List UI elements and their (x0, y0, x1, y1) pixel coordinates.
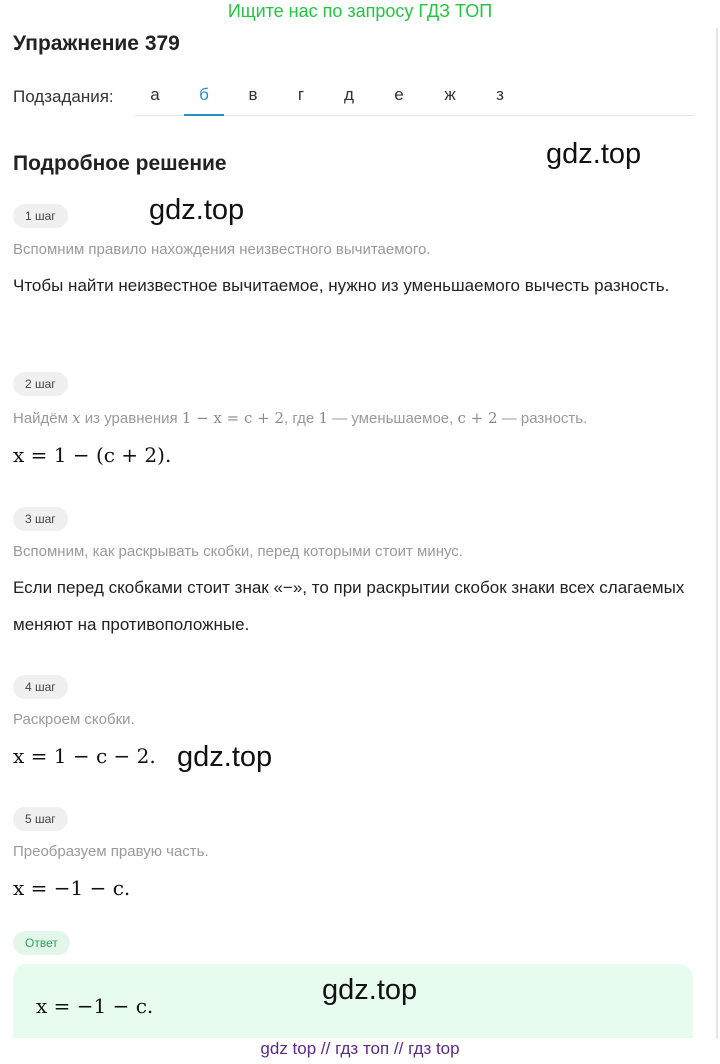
section-title: Подробное решение (13, 152, 227, 175)
tab-z[interactable]: з (496, 85, 504, 104)
page-title: Упражнение 379 (13, 32, 180, 55)
answer-badge: Ответ (13, 931, 70, 955)
step-hint: Преобразуем правую часть. (13, 843, 209, 860)
step-badge: 4 шаг (13, 675, 68, 699)
tab-v[interactable]: в (248, 85, 258, 104)
step-formula: x = 1 − c − 2. (13, 744, 156, 768)
watermark: gdz.top (322, 974, 418, 1006)
step-badge: 3 шаг (13, 507, 68, 531)
answer-formula: x = −1 − c. (36, 994, 154, 1018)
watermark: gdz.top (149, 194, 245, 226)
step-hint: Раскроем скобки. (13, 711, 135, 728)
step-badge: 5 шаг (13, 807, 68, 831)
footer-links[interactable]: gdz top // гдз топ // гдз top (260, 1039, 460, 1058)
tab-b[interactable]: б (184, 78, 224, 116)
subtask-tabs (135, 78, 693, 116)
top-banner: Ищите нас по запросу ГДЗ ТОП (227, 1, 493, 21)
step-text: Если перед скобками стоит знак «−», то при раскрытии скобок знаки всех слагаемых меняют на противоположные. (13, 578, 685, 634)
step-hint: Вспомним правило нахождения неизвестного вычитаемого. (13, 241, 431, 258)
watermark: gdz.top (546, 138, 642, 170)
tab-zh[interactable]: ж (444, 85, 456, 104)
step-formula: x = 1 − (c + 2). (13, 443, 172, 467)
step-badge: 1 шаг (13, 204, 68, 228)
tab-g[interactable]: г (297, 85, 305, 104)
step-hint: Вспомним, как раскрывать скобки, перед которыми стоит минус. (13, 543, 463, 560)
step-formula: x = −1 − c. (13, 876, 131, 900)
tab-a[interactable]: а (150, 85, 160, 104)
tab-e[interactable]: е (394, 85, 404, 104)
step-badge: 2 шаг (13, 372, 68, 396)
scroll-divider (716, 28, 718, 1038)
watermark: gdz.top (177, 741, 273, 773)
step-hint: Найдём x из уравнения 1 − x = c + 2, где 1 — уменьшаемое, c + 2 — разность. (13, 409, 588, 427)
step-text: Чтобы найти неизвестное вычитаемое, нужно из уменьшаемого вычесть разность. (13, 276, 670, 295)
subtasks-label: Подзадания: (13, 87, 114, 106)
tab-d[interactable]: д (344, 85, 354, 104)
